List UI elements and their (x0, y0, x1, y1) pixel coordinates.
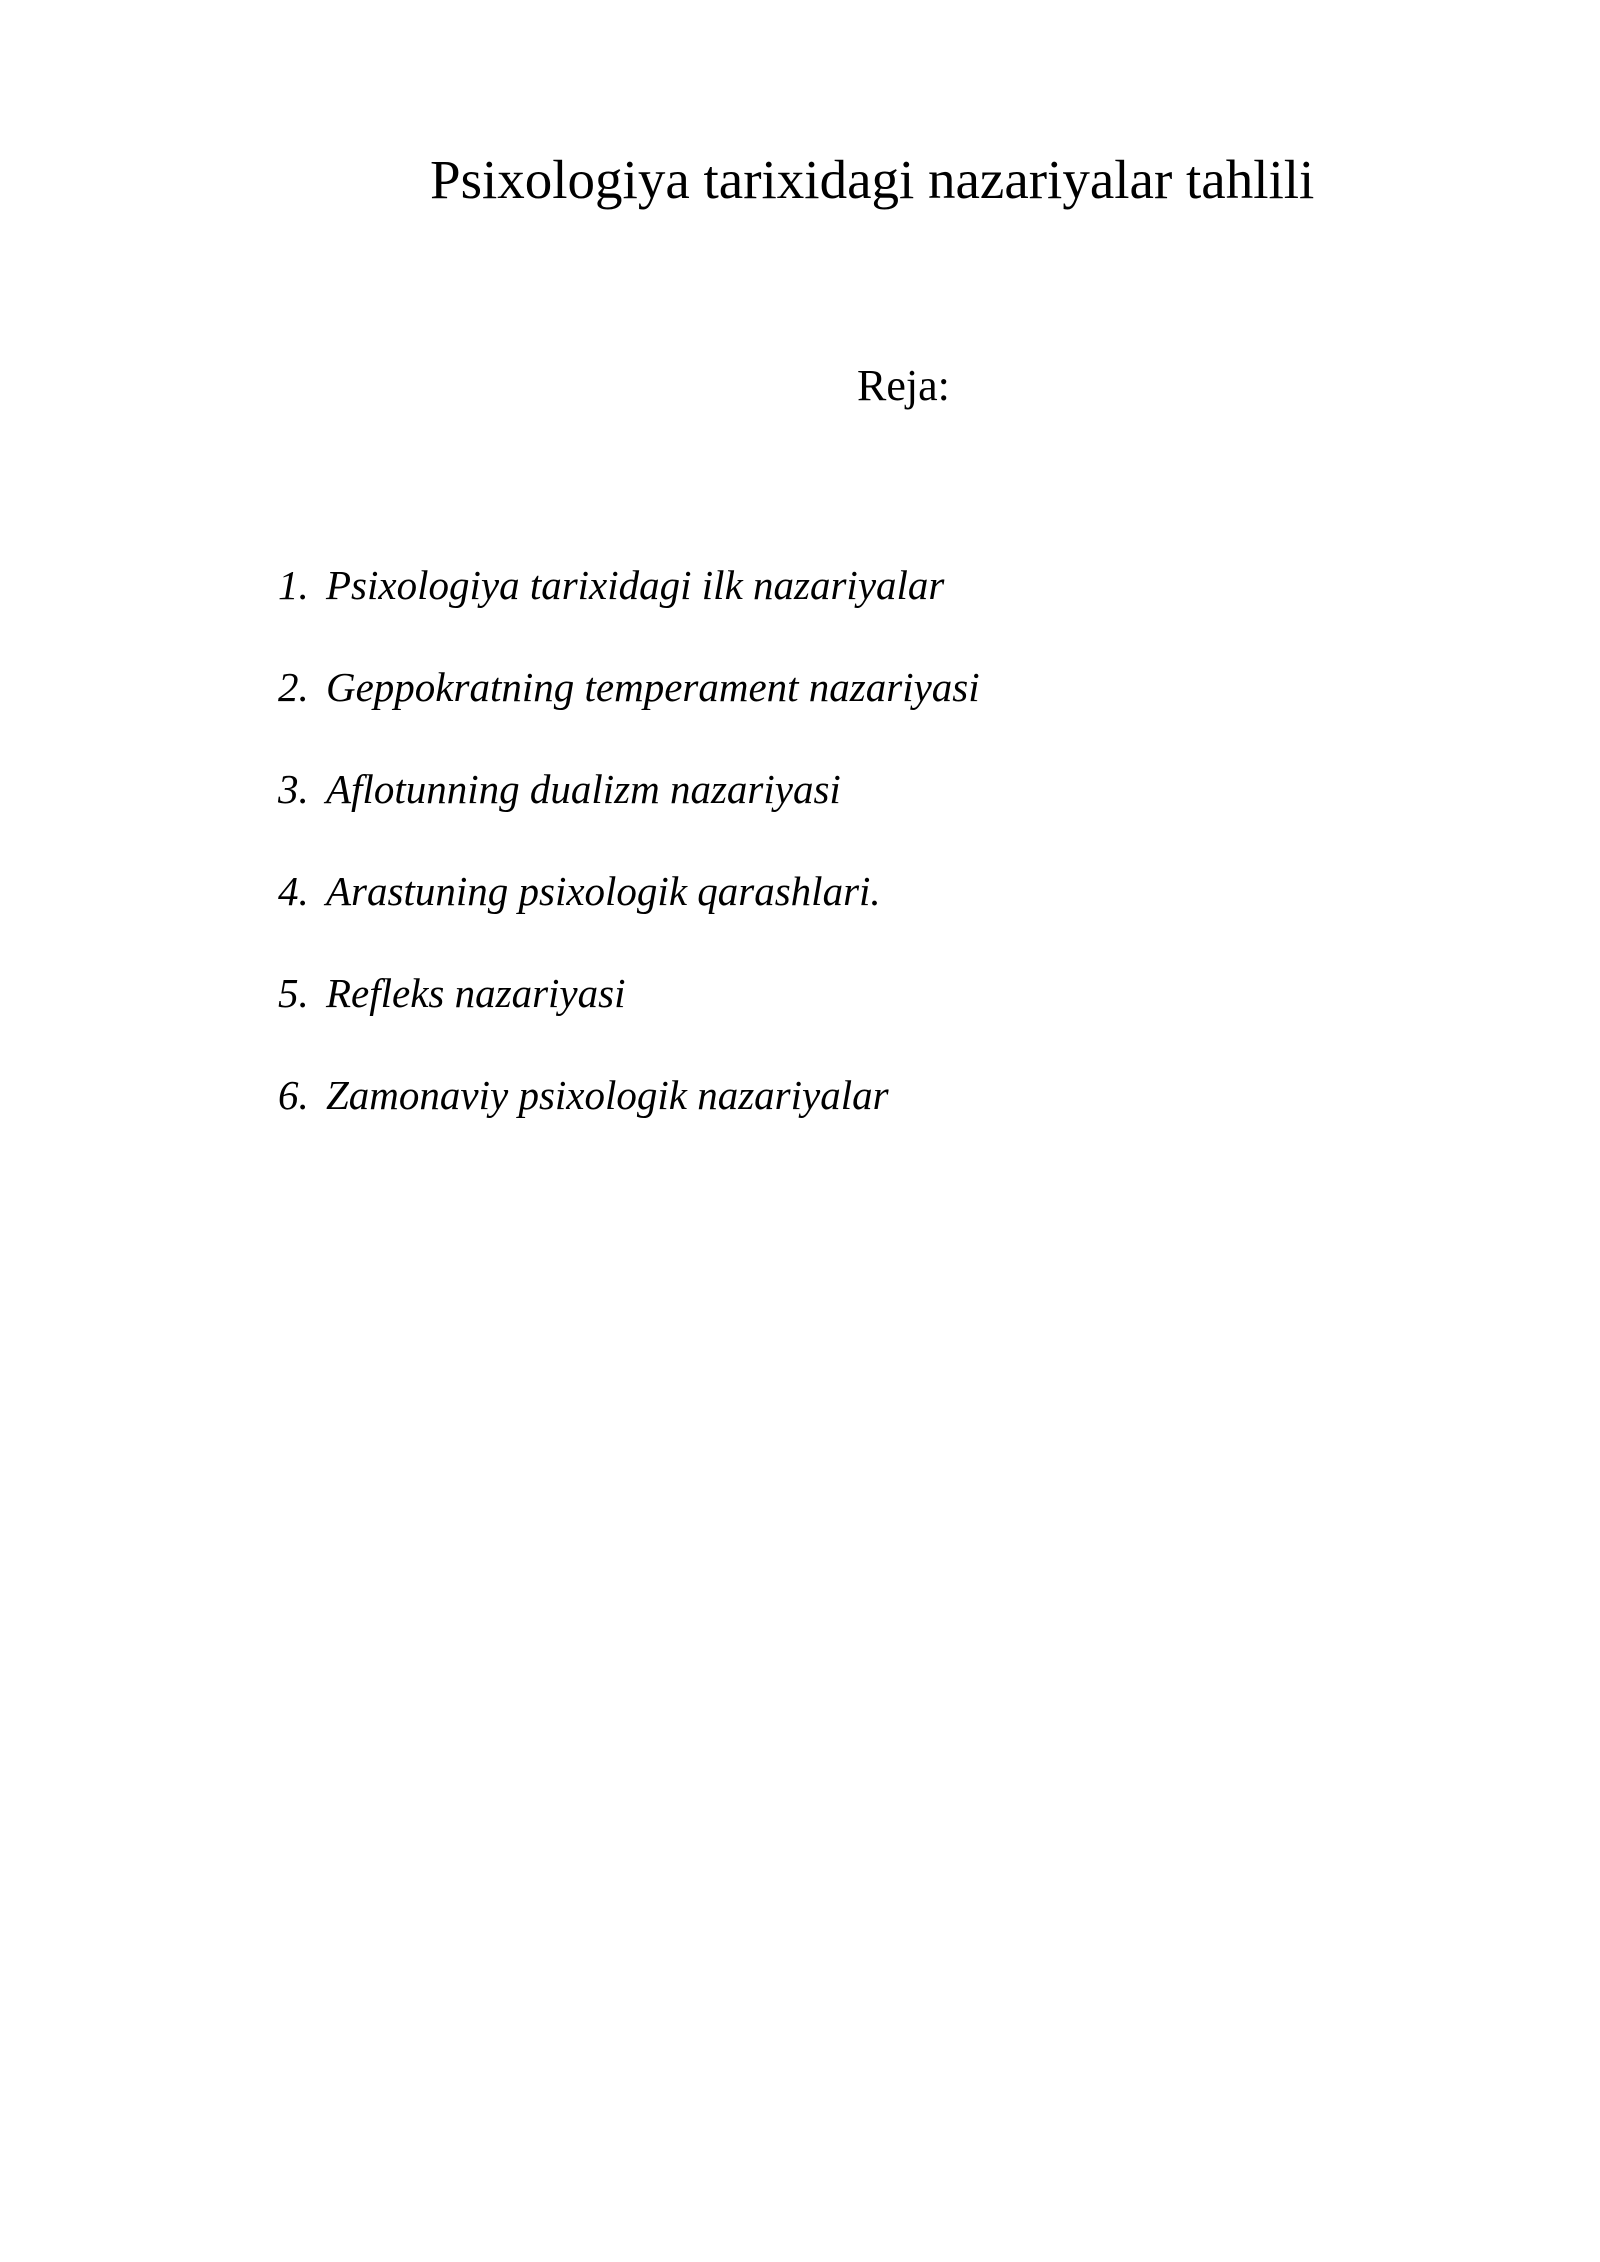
plan-list (278, 562, 980, 1177)
plan-item (278, 766, 980, 871)
plan-item-text: Aflotunning dualizm nazariyasi (326, 766, 841, 812)
plan-item-number: 4. (278, 868, 309, 914)
document-title: Psixologiya tarixidagi nazariyalar tahlili (430, 149, 1315, 210)
plan-item-text: Psixologiya tarixidagi ilk nazariyalar (326, 562, 945, 608)
plan-item (278, 664, 980, 769)
plan-heading: Reja: (857, 361, 950, 410)
plan-item-number: 5. (278, 970, 309, 1016)
plan-item (278, 868, 980, 973)
plan-item-number: 3. (278, 766, 309, 812)
plan-item-text: Refleks nazariyasi (326, 970, 626, 1016)
plan-item (278, 1072, 980, 1177)
plan-item-text: Arastuning psixologik qarashlari. (326, 868, 881, 914)
plan-item-number: 2. (278, 664, 309, 710)
plan-item-text: Geppokratning temperament nazariyasi (326, 664, 980, 710)
plan-item (278, 970, 980, 1075)
plan-item-number: 6. (278, 1072, 309, 1118)
plan-item (278, 562, 980, 667)
plan-item-number: 1. (278, 562, 309, 608)
plan-item-text: Zamonaviy psixologik nazariyalar (326, 1072, 889, 1118)
